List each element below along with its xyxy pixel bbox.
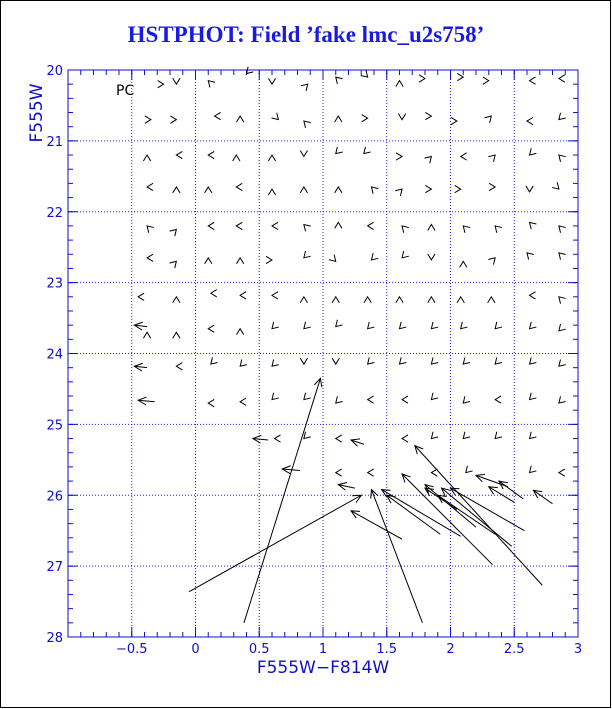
vector-marker	[402, 396, 408, 403]
y-tick-label: 22	[46, 205, 63, 221]
vector-marker	[173, 187, 180, 193]
vector-marker	[463, 226, 470, 233]
vector-marker	[466, 466, 473, 473]
vector-marker	[300, 187, 307, 193]
vector-marker	[205, 187, 212, 193]
vector-marker	[173, 297, 180, 303]
vector-marker	[236, 116, 243, 122]
vector-marker	[143, 155, 150, 161]
vector-marker	[559, 113, 566, 120]
vector-marker	[304, 251, 311, 258]
vector-marker	[364, 297, 371, 303]
vector-marker	[335, 222, 342, 228]
vector-marker	[559, 155, 566, 162]
vector-marker	[301, 84, 308, 91]
vector-arrow	[244, 378, 322, 623]
vector-marker	[208, 399, 214, 406]
vector-marker	[428, 254, 435, 260]
vector-marker	[147, 183, 153, 190]
vector-marker	[272, 359, 279, 366]
vector-arrow	[134, 363, 147, 371]
vector-arrow-shaft	[451, 488, 525, 531]
vector-arrow	[476, 474, 508, 486]
vector-marker	[268, 78, 275, 84]
vector-arrow-shaft	[415, 446, 543, 586]
vector-arrow-head	[352, 495, 361, 502]
vector-marker	[530, 148, 537, 155]
vector-arrow	[533, 490, 552, 503]
vector-marker	[336, 147, 343, 154]
vector-marker	[400, 322, 407, 329]
vector-marker	[495, 357, 502, 364]
vector-marker	[425, 112, 431, 119]
vector-arrow	[253, 435, 268, 443]
vector-marker	[463, 432, 470, 439]
vector-marker	[530, 432, 537, 439]
vector-marker	[336, 320, 343, 327]
vector-marker	[240, 292, 246, 299]
vector-marker	[402, 435, 408, 442]
vector-marker	[332, 297, 339, 303]
vector-marker	[395, 189, 402, 196]
vector-marker	[205, 258, 212, 264]
vector-arrow-shaft	[351, 511, 402, 539]
vector-arrow	[189, 495, 361, 591]
vector-marker	[461, 322, 468, 329]
vector-arrow	[451, 488, 525, 531]
vector-marker	[211, 290, 217, 297]
vector-marker	[362, 115, 368, 122]
vector-arrow-shaft	[533, 490, 552, 503]
vector-marker	[268, 155, 275, 161]
vector-marker	[233, 155, 240, 161]
vector-marker	[530, 357, 537, 364]
vector-marker	[170, 116, 176, 123]
vector-arrow-shaft	[476, 475, 508, 486]
vector-marker	[236, 258, 243, 264]
vector-marker	[176, 363, 182, 370]
y-tick-label: 28	[46, 631, 63, 646]
vector-marker	[332, 358, 339, 364]
vector-marker	[461, 153, 467, 160]
vector-marker	[215, 112, 221, 119]
vector-marker	[530, 466, 537, 473]
vector-marker	[457, 297, 464, 303]
vector-marker	[147, 226, 154, 233]
vector-marker	[527, 117, 533, 124]
vector-marker	[495, 432, 502, 439]
vector-marker	[402, 226, 409, 233]
vector-marker	[559, 396, 566, 403]
vector-marker	[368, 322, 375, 329]
vector-marker	[208, 222, 214, 229]
vector-marker	[402, 251, 409, 258]
vector-marker	[368, 469, 374, 476]
vector-marker	[236, 222, 242, 229]
panel-label: PC	[116, 83, 135, 99]
x-tick-label: 1.5	[376, 642, 398, 657]
y-tick-label: 20	[46, 64, 63, 79]
vector-marker	[240, 359, 247, 366]
vector-marker	[143, 332, 150, 338]
chart-title: HSTPHOT: Field ’fake lmc_u2s758’	[127, 22, 485, 47]
vector-marker	[457, 73, 463, 80]
vector-marker	[431, 469, 437, 476]
vector-marker	[559, 324, 566, 331]
grid-lines	[68, 70, 578, 637]
vector-marker	[138, 293, 144, 300]
vector-marker	[455, 185, 461, 192]
vector-marker	[400, 357, 407, 364]
vector-arrow	[338, 482, 355, 490]
y-axis-title: F555W	[27, 83, 47, 143]
vector-arrow	[499, 481, 523, 499]
x-tick-label: 1	[318, 642, 328, 657]
vector-marker	[371, 253, 378, 260]
vector-marker	[176, 151, 182, 158]
vector-marker	[552, 182, 559, 189]
vector-marker	[559, 226, 566, 233]
vector-marker	[173, 332, 180, 338]
x-tick-label: 2.5	[503, 642, 525, 657]
vector-marker	[272, 113, 279, 120]
vector-marker	[336, 396, 343, 403]
vector-marker	[275, 435, 281, 442]
vector-arrow	[134, 322, 147, 330]
vector-marker	[268, 189, 275, 195]
vector-marker	[300, 358, 307, 364]
vector-marker	[559, 75, 565, 82]
vector-marker	[211, 357, 218, 364]
vector-marker	[300, 297, 307, 303]
x-tick-label: 3	[573, 642, 583, 657]
vector-marker	[368, 357, 375, 364]
vector-marker	[396, 297, 403, 303]
x-tick-label: 0	[191, 642, 200, 657]
vector-arrow-shaft	[499, 481, 523, 499]
vector-marker	[361, 70, 368, 77]
y-tick-label: 24	[46, 347, 63, 363]
vector-marker	[173, 78, 180, 84]
vector-marker	[304, 322, 311, 329]
vector-marker	[527, 253, 534, 260]
vector-arrow	[138, 397, 155, 405]
vector-marker	[488, 297, 495, 303]
vector-marker	[495, 322, 502, 329]
y-tick-label: 23	[46, 276, 63, 292]
vector-marker	[425, 185, 431, 192]
vector-marker	[526, 186, 533, 192]
vector-marker	[460, 261, 467, 267]
vector-marker	[336, 435, 342, 442]
vector-marker	[272, 393, 279, 400]
x-tick-label: −0.5	[115, 642, 148, 657]
vector-marker	[559, 359, 566, 366]
vector-marker	[419, 75, 425, 82]
vector-marker	[431, 432, 438, 439]
vector-marker	[304, 432, 311, 439]
vector-marker	[489, 183, 495, 190]
x-axis-title: F555W−F814W	[256, 658, 390, 678]
vector-marker	[240, 398, 246, 405]
vector-marker	[208, 325, 214, 332]
vector-marker	[336, 77, 343, 84]
vector-marker	[272, 292, 278, 299]
vector-field	[134, 67, 565, 623]
vector-marker	[272, 322, 279, 329]
vector-marker	[368, 222, 374, 229]
vector-arrow	[415, 446, 543, 586]
vector-marker	[329, 255, 336, 262]
vector-marker	[425, 156, 432, 163]
vector-marker	[559, 297, 566, 304]
y-tick-label: 21	[46, 134, 63, 150]
vector-marker	[530, 322, 537, 329]
vector-marker	[300, 150, 307, 156]
vector-arrow-shaft	[189, 495, 361, 591]
y-tick-label: 27	[46, 560, 63, 576]
vector-marker	[208, 81, 215, 88]
vector-marker	[530, 292, 536, 299]
vector-marker	[158, 81, 164, 88]
x-tick-label: 0.5	[248, 642, 270, 657]
vector-marker	[335, 187, 342, 193]
vector-arrow	[351, 511, 402, 539]
vector-marker	[428, 225, 435, 231]
vector-marker	[530, 222, 537, 229]
vector-marker	[208, 151, 214, 158]
vector-marker	[488, 155, 495, 162]
vector-marker	[431, 357, 438, 364]
vector-marker	[428, 297, 435, 303]
vector-marker	[463, 357, 470, 364]
vector-marker	[170, 229, 177, 236]
vector-marker	[463, 396, 470, 403]
axis-ticks	[46, 64, 582, 657]
vector-marker	[559, 469, 565, 476]
vector-marker	[530, 393, 537, 400]
vector-marker	[170, 261, 177, 268]
vector-marker	[266, 256, 272, 263]
vector-arrow-shaft	[387, 495, 441, 534]
vector-arrow	[387, 495, 441, 534]
vector-marker	[304, 121, 311, 128]
y-tick-label: 26	[46, 489, 63, 505]
vector-marker	[495, 226, 502, 233]
vector-marker	[236, 183, 242, 190]
vector-marker	[483, 77, 489, 84]
vector-marker	[530, 77, 536, 84]
x-tick-label: 2	[446, 642, 455, 657]
vector-marker	[495, 396, 501, 403]
vector-arrow-shaft	[244, 378, 321, 623]
vector-marker	[398, 114, 405, 120]
vector-marker	[396, 153, 402, 160]
vector-marker	[396, 81, 403, 87]
vector-marker	[145, 116, 151, 123]
vector-marker	[488, 258, 495, 265]
vector-marker	[431, 322, 438, 329]
vector-marker	[451, 117, 457, 124]
vector-marker	[336, 469, 342, 476]
vector-marker	[431, 393, 438, 400]
vector-marker	[236, 329, 243, 335]
vector-marker	[368, 396, 374, 403]
vector-marker	[559, 253, 566, 260]
vector-marker	[272, 222, 278, 229]
vector-marker	[364, 147, 371, 154]
y-tick-label: 25	[46, 418, 63, 434]
vector-marker	[147, 254, 153, 261]
vector-marker	[304, 225, 311, 232]
vector-marker	[371, 187, 378, 194]
vector-marker	[335, 116, 342, 122]
vector-marker	[484, 116, 491, 123]
vector-arrow	[351, 439, 364, 446]
vector-marker	[304, 393, 311, 400]
